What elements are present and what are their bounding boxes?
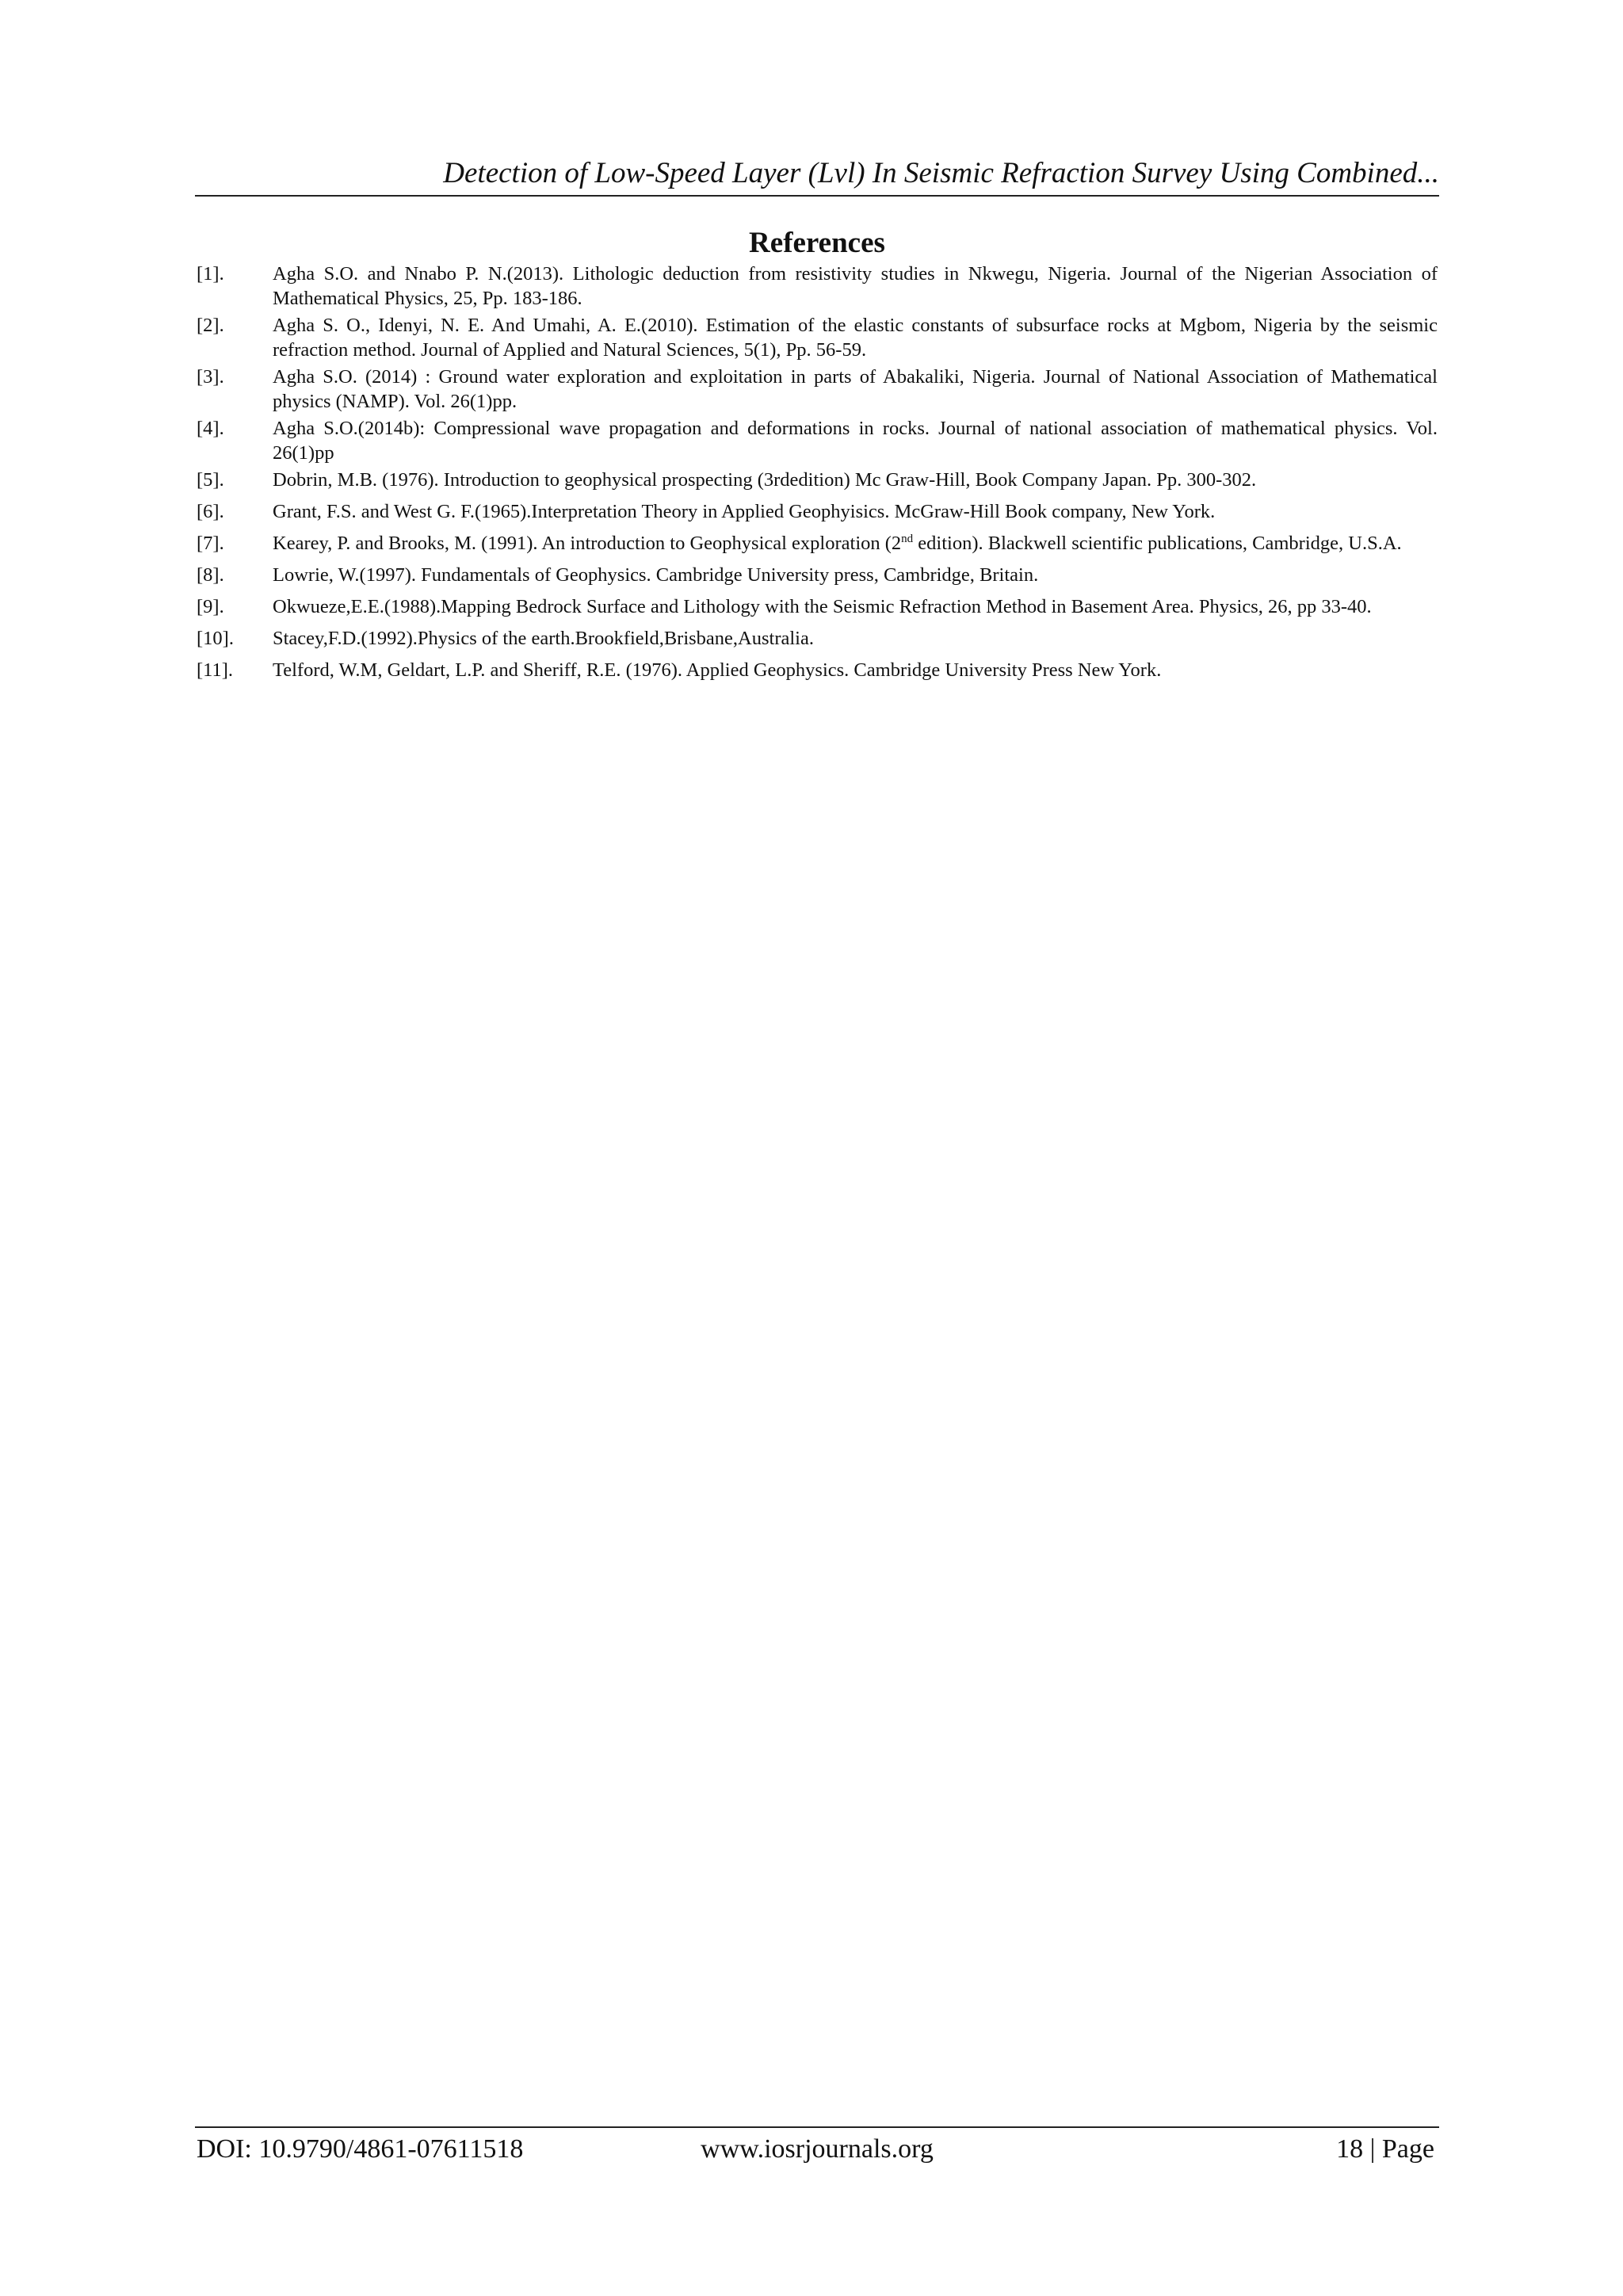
reference-item — [197, 563, 1438, 587]
reference-text: Agha S. O., Idenyi, N. E. And Umahi, A. E.(2010). Estimation of the elastic constants of subsurface rocks at Mgbom, Nigeria by the seismic refraction method. Journal of Applied and Natural Sciences, 5(1), Pp. 56-59. — [273, 315, 1438, 361]
reference-text: Lowrie, W.(1997). Fundamentals of Geophysics. Cambridge University press, Cambridge, Britain. — [273, 564, 1039, 586]
footer-page-number: 18 | Page — [1336, 2134, 1434, 2164]
reference-number: [8]. — [197, 564, 224, 586]
reference-number: [7]. — [197, 533, 224, 554]
reference-text: Agha S.O. (2014) : Ground water exploration and exploitation in parts of Abakaliki, Nigeria. Journal of National Association of Mathematical physics (NAMP). Vol. 26(1)pp. — [273, 366, 1438, 412]
reference-number: [1]. — [197, 263, 224, 285]
reference-item — [197, 313, 1438, 362]
reference-item — [197, 658, 1438, 682]
reference-number: [4]. — [197, 418, 224, 439]
reference-list — [197, 262, 1438, 682]
ordinal-superscript: nd — [901, 532, 914, 545]
reference-number: [9]. — [197, 596, 224, 617]
reference-item — [197, 531, 1438, 556]
reference-text: Agha S.O.(2014b): Compressional wave propagation and deformations in rocks. Journal of national association of mathematical physics. Vol. 26(1)pp — [273, 418, 1438, 464]
reference-item — [197, 594, 1438, 619]
reference-text: Agha S.O. and Nnabo P. N.(2013). Lithologic deduction from resistivity studies in Nkwegu, Nigeria. Journal of the Nigerian Association of Mathematical Physics, 25, Pp. 183-186. — [273, 263, 1438, 309]
references-heading: References — [749, 227, 885, 259]
reference-number: [6]. — [197, 501, 224, 522]
reference-text-part: Kearey, P. and Brooks, M. (1991). An introduction to Geophysical exploration (2 — [273, 533, 902, 554]
reference-item — [197, 262, 1438, 311]
reference-item — [197, 468, 1438, 492]
reference-number: [2]. — [197, 315, 224, 336]
footer-doi: DOI: 10.9790/4861-07611518 — [197, 2134, 524, 2164]
reference-number: [10]. — [197, 628, 234, 649]
reference-text: Okwueze,E.E.(1988).Mapping Bedrock Surface and Lithology with the Seismic Refraction Method in Basement Area. Physics, 26, pp 33-40. — [273, 596, 1372, 617]
reference-text — [273, 531, 1438, 556]
page-footer — [195, 2126, 1439, 2168]
reference-item — [197, 626, 1438, 651]
reference-number: [3]. — [197, 366, 224, 388]
running-header — [195, 152, 1439, 197]
reference-number: [5]. — [197, 469, 224, 491]
reference-text: Stacey,F.D.(1992).Physics of the earth.Brookfield,Brisbane,Australia. — [273, 628, 814, 649]
reference-text-part: edition). Blackwell scientific publications, Cambridge, U.S.A. — [913, 533, 1402, 554]
reference-text: Telford, W.M, Geldart, L.P. and Sheriff, R.E. (1976). Applied Geophysics. Cambridge University Press New York. — [273, 659, 1162, 681]
reference-text: Dobrin, M.B. (1976). Introduction to geophysical prospecting (3rdedition) Mc Graw-Hill, Book Company Japan. Pp. 300-302. — [273, 469, 1257, 491]
reference-item — [197, 499, 1438, 524]
reference-item — [197, 365, 1438, 414]
reference-text: Grant, F.S. and West G. F.(1965).Interpretation Theory in Applied Geophyisics. McGraw-Hill Book company, New York. — [273, 501, 1216, 522]
footer-website: www.iosrjournals.org — [701, 2134, 934, 2164]
reference-item — [197, 416, 1438, 465]
running-title: Detection of Low-Speed Layer (Lvl) In Seismic Refraction Survey Using Combined... — [443, 157, 1439, 189]
reference-number: [11]. — [197, 659, 234, 681]
